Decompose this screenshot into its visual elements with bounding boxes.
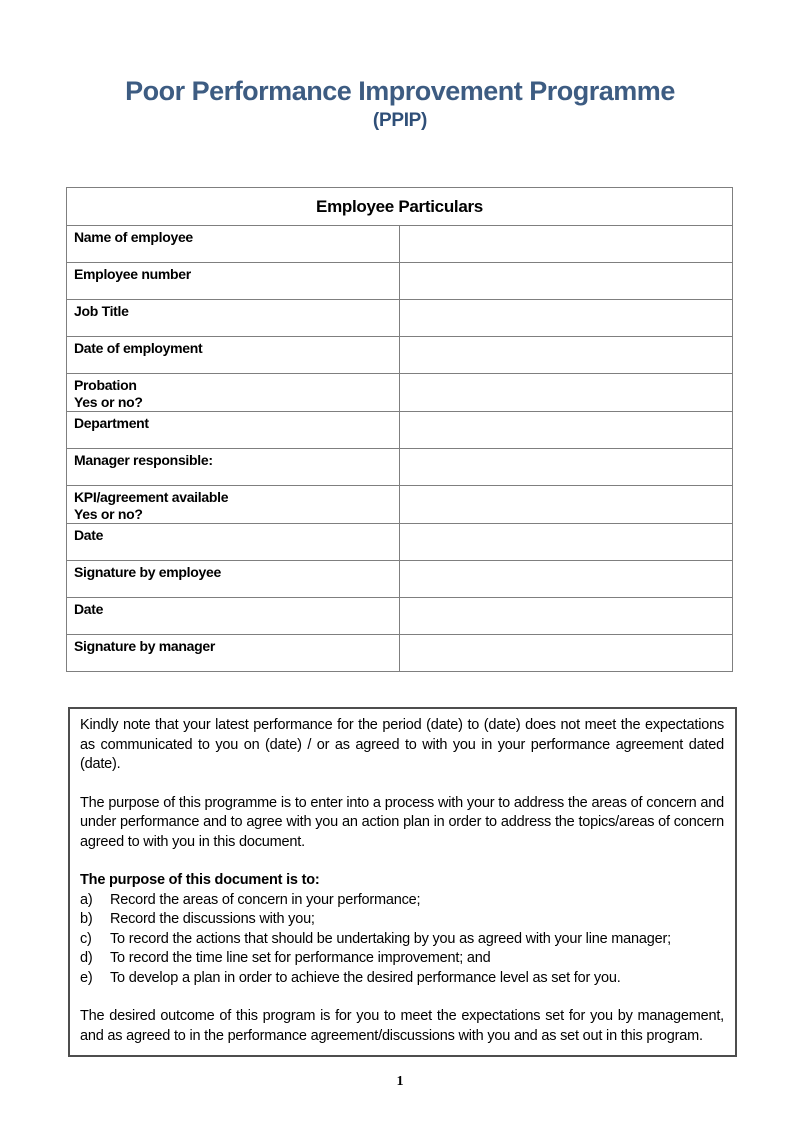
row-label-cell [67, 300, 400, 337]
list-item-marker: b) [80, 911, 93, 927]
table-row [67, 635, 733, 672]
page-subtitle: (PPIP) [372, 110, 428, 131]
list-item-marker: e) [80, 969, 93, 986]
purpose-list-item [80, 910, 724, 930]
page-title: Poor Performance Improvement Programme [125, 76, 675, 106]
row-label-text: Date [74, 601, 104, 617]
row-label-text: KPI/agreement available [74, 489, 229, 505]
table-row [67, 412, 733, 449]
table-row [67, 374, 733, 412]
row-label-cell [67, 449, 400, 486]
row-value-cell [400, 226, 733, 263]
notice-box [68, 707, 737, 1057]
purpose-list-item [80, 969, 724, 989]
purpose-list [80, 891, 724, 989]
row-value-cell [400, 561, 733, 598]
table-row [67, 300, 733, 337]
row-label-text: Probation [74, 377, 137, 393]
list-item-text: Record the areas of concern in your performance; [110, 891, 421, 908]
table-row [67, 524, 733, 561]
row-label-text: Date [74, 527, 104, 543]
document-header [0, 76, 800, 133]
row-label-cell [67, 524, 400, 561]
row-value-cell [400, 412, 733, 449]
row-label-text: Name of employee [74, 229, 193, 245]
row-value-cell [400, 337, 733, 374]
row-value-cell [400, 524, 733, 561]
notice-paragraph-1: Kindly note that your latest performance for the period (date) to (date) does not meet the expectations as communicated to you on (date) / or as agreed to with you in your performance agreement dated (date). [80, 717, 724, 772]
row-label-text: Department [74, 415, 149, 431]
table-row [67, 337, 733, 374]
row-label-cell [67, 635, 400, 672]
purpose-list-item [80, 891, 724, 911]
row-label-cell [67, 561, 400, 598]
list-item-marker: c) [80, 930, 92, 947]
list-item-text: To record the time line set for performance improvement; and [110, 950, 491, 966]
row-label-text-line2: Yes or no? [74, 394, 143, 410]
row-label-text: Date of employment [74, 340, 203, 356]
table-row [67, 226, 733, 263]
row-value-cell [400, 263, 733, 300]
row-label-text: Manager responsible: [74, 452, 213, 468]
row-value-cell [400, 486, 733, 524]
row-value-cell [400, 635, 733, 672]
table-row [67, 449, 733, 486]
list-item-marker: d) [80, 950, 93, 966]
list-item-text: To record the actions that should be undertaking by you as agreed with your line manager; [110, 930, 671, 947]
row-label-text-line2: Yes or no? [74, 506, 143, 522]
row-label-cell [67, 412, 400, 449]
row-label-cell [67, 337, 400, 374]
row-label-cell [67, 263, 400, 300]
table-row [67, 486, 733, 524]
row-value-cell [400, 374, 733, 412]
table-header-row [67, 188, 733, 226]
purpose-list-item [80, 949, 724, 969]
row-label-text: Signature by employee [74, 564, 221, 580]
list-item-text: Record the discussions with you; [110, 911, 315, 927]
row-label-text: Signature by manager [74, 638, 216, 654]
notice-list-intro: The purpose of this document is to: [80, 872, 320, 888]
row-label-cell [67, 374, 400, 412]
list-item-text: To develop a plan in order to achieve the desired performance level as set for you. [110, 969, 621, 986]
table-header-title: Employee Particulars [67, 188, 733, 226]
purpose-list-item [80, 930, 724, 950]
row-label-cell [67, 598, 400, 635]
notice-closing-paragraph: The desired outcome of this program is for you to meet the expectations set for you by management, and as agreed to in the performance agreement/discussions with you and as set out in this program. [80, 1008, 724, 1044]
row-label-text: Job Title [74, 303, 129, 319]
page-number: 1 [396, 1074, 404, 1089]
row-value-cell [400, 300, 733, 337]
row-label-cell [67, 226, 400, 263]
employee-particulars-table [66, 187, 733, 672]
row-label-text: Employee number [74, 266, 191, 282]
row-value-cell [400, 449, 733, 486]
row-label-cell [67, 486, 400, 524]
notice-paragraph-2: The purpose of this programme is to enter into a process with your to address the areas of concern and under performance and to agree with you an action plan in order to address the topics/areas of concern agreed to with you in this document. [80, 794, 724, 850]
list-item-marker: a) [80, 891, 93, 908]
table-row [67, 598, 733, 635]
table-row [67, 263, 733, 300]
table-row [67, 561, 733, 598]
row-value-cell [400, 598, 733, 635]
